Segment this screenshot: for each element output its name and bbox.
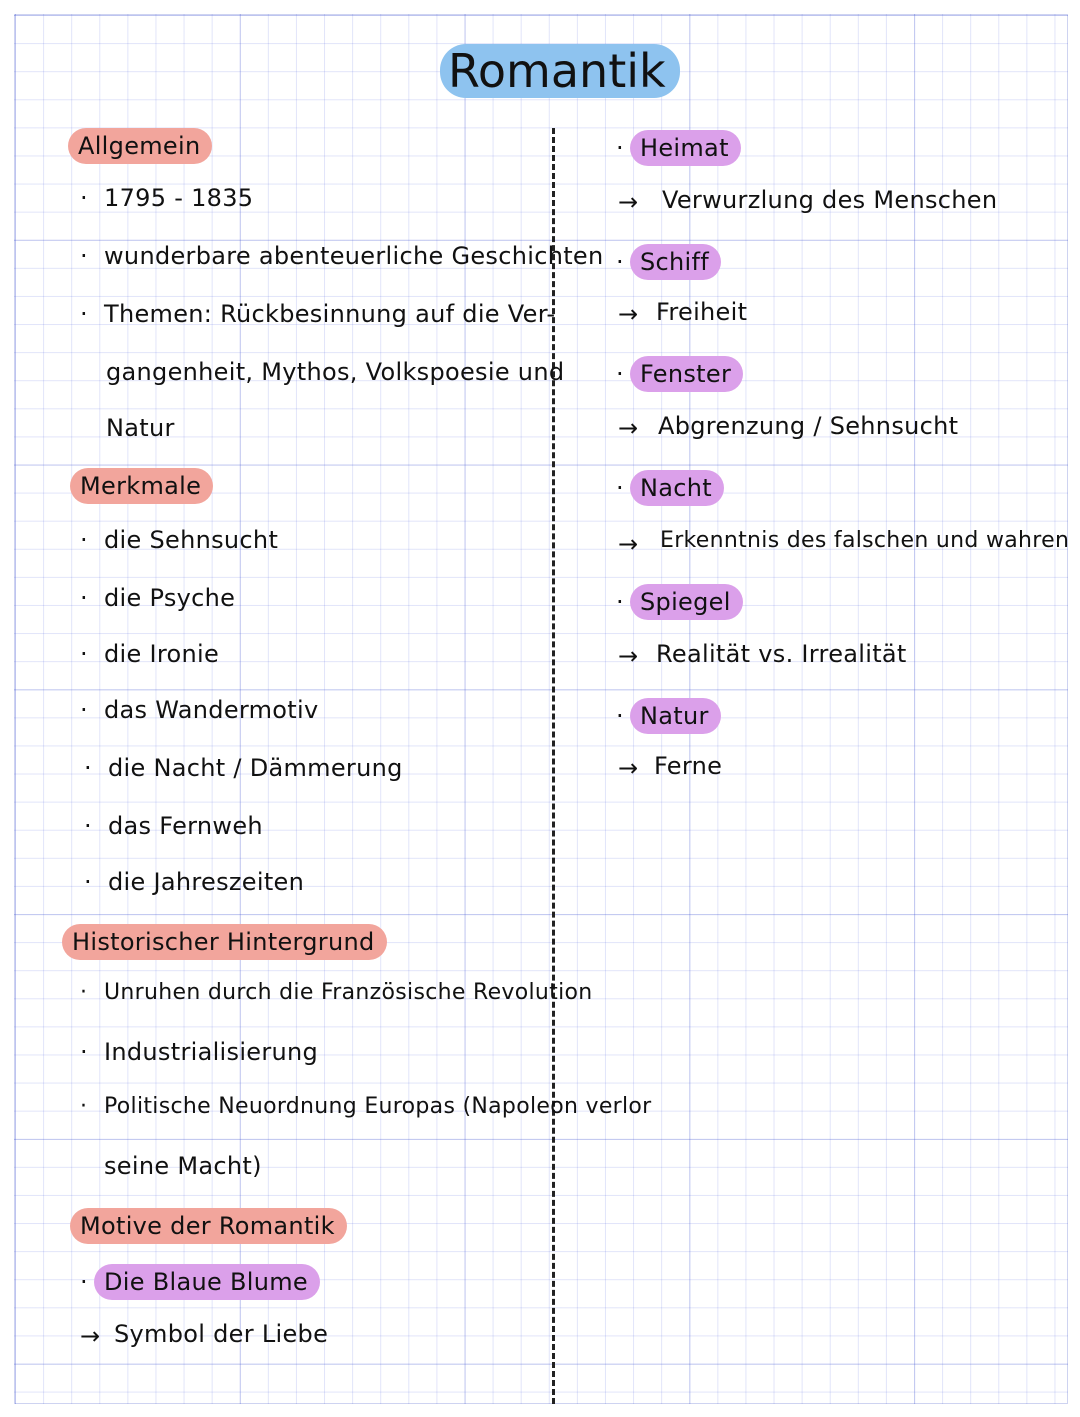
list-item: · das Wandermotiv: [104, 698, 318, 722]
arrow-icon: →: [618, 754, 639, 782]
section-heading-historisch: Historischer Hintergrund: [62, 924, 387, 960]
arrow-icon: →: [618, 642, 639, 670]
section-heading-motive: Motive der Romantik: [70, 1208, 347, 1244]
motif-meaning: Freiheit: [656, 298, 748, 326]
arrow-icon: →: [618, 188, 639, 216]
arrow-icon: →: [80, 1322, 101, 1350]
motif-natur: · Natur: [630, 698, 721, 734]
page-title: Romantik: [440, 44, 680, 98]
list-item: · das Fernweh: [108, 814, 263, 838]
motif-fenster: · Fenster: [630, 356, 743, 392]
motif-meaning: Realität vs. Irrealität: [656, 640, 907, 668]
section-heading-allgemein: Allgemein: [68, 128, 212, 164]
motif-spiegel: · Spiegel: [630, 584, 743, 620]
motif-heimat: · Heimat: [630, 130, 741, 166]
list-item: · die Jahreszeiten: [108, 870, 304, 894]
list-item-neuordnung: · Politische Neuordnung Europas (Napoleon verlor: [104, 1096, 652, 1118]
motif-meaning: Abgrenzung / Sehnsucht: [658, 412, 959, 440]
list-item-dates: · 1795 - 1835: [104, 186, 253, 210]
motif-meaning: Verwurzlung des Menschen: [662, 186, 998, 214]
arrow-icon: →: [618, 300, 639, 328]
list-item: · die Nacht / Dämmerung: [108, 756, 403, 780]
list-item-industrialisierung: · Industrialisierung: [104, 1040, 318, 1064]
motif-meaning: Erkenntnis des falschen und wahren: [660, 528, 1070, 553]
list-item-neuordnung-cont: seine Macht): [104, 1152, 262, 1180]
list-item-themen: · Themen: Rückbesinnung auf die Ver-: [104, 302, 555, 326]
list-item: · die Sehnsucht: [104, 528, 278, 552]
motif-meaning: Symbol der Liebe: [114, 1320, 329, 1348]
arrow-icon: →: [618, 530, 639, 558]
motif-meaning: Ferne: [654, 752, 723, 780]
arrow-icon: →: [618, 414, 639, 442]
list-item: · die Ironie: [104, 642, 219, 666]
list-item: · die Psyche: [104, 586, 235, 610]
list-item-themen-cont: gangenheit, Mythos, Volkspoesie und: [106, 358, 565, 386]
motif-blaue-blume: · Die Blaue Blume: [94, 1264, 320, 1300]
list-item-geschichten: · wunderbare abenteuerliche Geschichten: [104, 244, 604, 268]
list-item-themen-cont: Natur: [106, 414, 175, 442]
motif-nacht: · Nacht: [630, 470, 724, 506]
motif-schiff: · Schiff: [630, 244, 721, 280]
list-item-revolution: · Unruhen durch die Französische Revolution: [104, 982, 593, 1004]
section-heading-merkmale: Merkmale: [70, 468, 213, 504]
